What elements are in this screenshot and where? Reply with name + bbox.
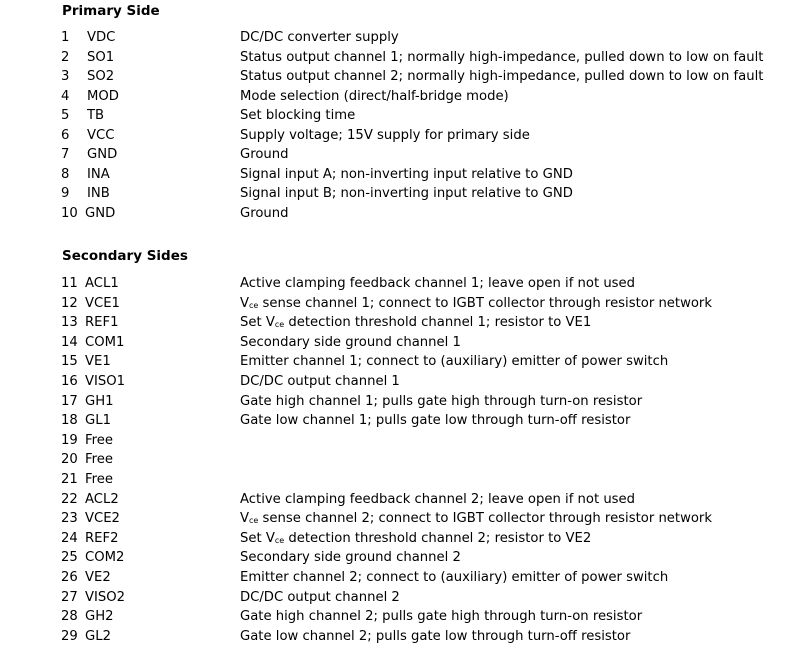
pin-row [0, 276, 800, 296]
pin-description: Active clamping feedback channel 1; leave open if not used [240, 276, 636, 291]
pin-name: GH2 [85, 609, 114, 625]
pin-row [0, 354, 800, 374]
pin-row [0, 374, 800, 394]
pin-description [240, 511, 712, 526]
pin-row [0, 30, 800, 50]
pin-description: Gate high channel 2; pulls gate high through turn-on resistor [240, 609, 643, 625]
pin-number: 2 [61, 49, 70, 65]
pin-description: Signal input B; non-inverting input relative to GND [240, 186, 573, 201]
pin-name: INA [87, 166, 110, 182]
pin-description: Secondary side ground channel 2 [240, 550, 461, 566]
pin-number: 9 [61, 186, 70, 201]
pin-name: GND [87, 147, 118, 162]
pin-description [240, 296, 712, 311]
pin-name: VE1 [85, 354, 111, 370]
pin-description: Emitter channel 1; connect to (auxiliary) emitter of power switch [240, 354, 669, 370]
pin-description: Gate low channel 2; pulls gate low through turn-off resistor [240, 628, 631, 644]
pin-name: GND [85, 205, 116, 221]
pin-name: COM1 [85, 334, 125, 350]
pin-description-suffix: sense channel 1; connect to IGBT collector through resistor network [258, 295, 712, 311]
pin-number: 8 [61, 166, 70, 182]
pin-name: ACL1 [85, 276, 119, 291]
pin-number: 19 [61, 432, 78, 448]
pin-number: 4 [61, 88, 70, 104]
pin-row [0, 69, 800, 89]
pin-row [0, 108, 800, 128]
pin-row [0, 186, 800, 206]
pin-number: 17 [61, 393, 78, 409]
pin-name: SO1 [87, 49, 115, 65]
pin-name: VDC [87, 30, 116, 45]
pin-description: Supply voltage; 15V supply for primary side [240, 127, 530, 143]
pin-row [0, 413, 800, 433]
pin-description: Gate low channel 1; pulls gate low through turn-off resistor [240, 413, 631, 429]
pin-description-prefix: V [240, 295, 250, 311]
pin-name: SO2 [87, 69, 115, 84]
pin-description-suffix: detection threshold channel 1; resistor to VE1 [284, 315, 592, 331]
pin-number: 14 [61, 334, 78, 350]
pin-name: VISO1 [85, 374, 126, 389]
pin-description [240, 315, 591, 330]
pin-row [0, 147, 800, 167]
pin-number: 5 [61, 108, 70, 123]
pin-row [0, 433, 800, 453]
pin-name: INB [87, 186, 110, 201]
pin-number: 13 [61, 315, 78, 331]
pin-number: 28 [61, 609, 78, 625]
pin-row [0, 89, 800, 109]
pin-description-subscript: ce [249, 516, 259, 526]
pin-number: 16 [61, 374, 78, 389]
pin-row [0, 128, 800, 148]
pin-description: Active clamping feedback channel 2; leave open if not used [240, 491, 636, 507]
pin-name: Free [85, 432, 113, 448]
pin-number: 25 [61, 550, 78, 566]
pin-description-subscript: ce [274, 320, 285, 330]
pin-row [0, 394, 800, 414]
pin-name: COM2 [85, 550, 125, 566]
pin-description: Emitter channel 2; connect to (auxiliary) emitter of power switch [240, 570, 669, 585]
pin-row [0, 296, 800, 316]
pin-name: GH1 [85, 393, 114, 409]
pin-row [0, 335, 800, 355]
pin-number: 10 [61, 205, 78, 221]
secondary-sides-heading: Secondary Sides [62, 248, 188, 264]
pin-name: GL1 [85, 413, 111, 429]
pin-description-suffix: detection threshold channel 2; resistor to VE2 [284, 530, 592, 546]
pin-row [0, 315, 800, 335]
pin-name: VCE1 [85, 295, 120, 311]
pin-name: ACL2 [85, 491, 119, 507]
pin-description: Ground [240, 205, 289, 221]
pin-name: VE2 [85, 570, 111, 585]
pin-number: 1 [61, 30, 70, 45]
pin-row [0, 550, 800, 570]
pin-number: 24 [61, 530, 78, 546]
pin-name: REF1 [85, 315, 119, 331]
pin-description: Secondary side ground channel 1 [240, 334, 461, 350]
pin-row [0, 167, 800, 187]
pin-name: Free [85, 452, 113, 468]
pin-description-prefix: Set V [240, 315, 275, 331]
pin-row [0, 609, 800, 629]
pin-number: 7 [61, 147, 70, 162]
pin-description: Status output channel 1; normally high-impedance, pulled down to low on fault [240, 49, 764, 65]
pin-name: TB [87, 108, 105, 123]
pin-row [0, 472, 800, 492]
pin-number: 15 [61, 354, 78, 370]
pin-row [0, 492, 800, 512]
pin-number: 20 [61, 452, 78, 468]
primary-side-heading: Primary Side [62, 3, 160, 19]
pin-number: 23 [61, 511, 78, 527]
pin-number: 22 [61, 491, 78, 507]
pin-name: MOD [87, 88, 119, 104]
pin-name: VCE2 [85, 511, 120, 527]
pin-description: DC/DC output channel 1 [240, 374, 400, 389]
pin-number: 29 [61, 628, 78, 644]
pin-description: Gate high channel 1; pulls gate high through turn-on resistor [240, 393, 643, 409]
pin-description: DC/DC converter supply [240, 30, 399, 45]
pin-number: 6 [61, 127, 70, 143]
pin-number: 21 [61, 472, 78, 487]
pin-description-subscript: ce [249, 300, 259, 310]
pin-name: Free [85, 472, 113, 487]
pin-name: VISO2 [85, 589, 126, 605]
pin-number: 3 [61, 69, 70, 84]
pin-name: VCC [87, 127, 115, 143]
pin-description-subscript: ce [274, 535, 285, 545]
pin-row [0, 531, 800, 551]
pin-description: DC/DC output channel 2 [240, 589, 400, 605]
pin-description: Ground [240, 147, 289, 162]
pin-number: 27 [61, 589, 78, 605]
pin-name: REF2 [85, 530, 119, 546]
pin-description: Signal input A; non-inverting input relative to GND [240, 166, 573, 182]
pin-description-prefix: Set V [240, 530, 275, 546]
pin-row [0, 511, 800, 531]
pin-description: Status output channel 2; normally high-impedance, pulled down to low on fault [240, 69, 764, 84]
pin-row [0, 590, 800, 610]
pin-description [240, 531, 591, 546]
pin-description: Set blocking time [240, 108, 356, 123]
pin-row [0, 452, 800, 472]
pin-description-prefix: V [240, 511, 250, 527]
pin-description: Mode selection (direct/half-bridge mode) [240, 88, 509, 104]
pin-row [0, 206, 800, 226]
pin-row [0, 629, 800, 649]
pin-name: GL2 [85, 628, 111, 644]
pin-number: 11 [61, 276, 78, 291]
pin-row [0, 50, 800, 70]
pin-number: 18 [61, 413, 78, 429]
pin-description-suffix: sense channel 2; connect to IGBT collector through resistor network [258, 511, 712, 527]
pin-row [0, 570, 800, 590]
pin-number: 26 [61, 570, 78, 585]
pin-number: 12 [61, 295, 78, 311]
